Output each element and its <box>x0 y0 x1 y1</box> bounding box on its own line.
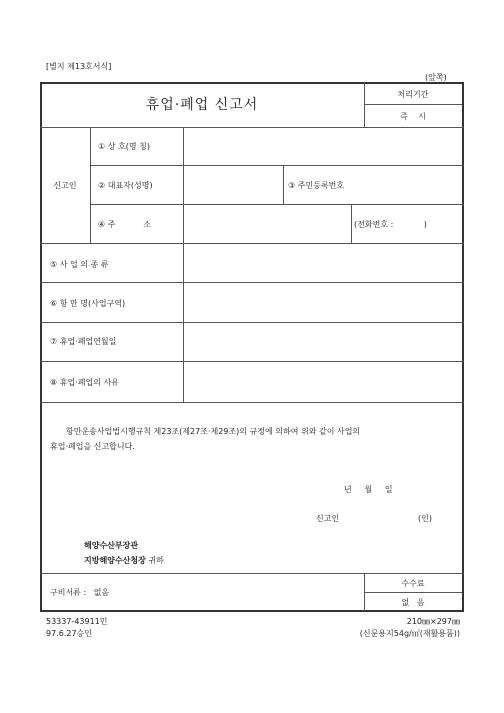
closure-reason-label: ⑧ 휴업·폐업의 사유 <box>50 378 119 387</box>
required-documents: 구비서류 : 없음 <box>50 588 110 597</box>
business-type-label: ⑤ 사 업 의 종 류 <box>50 260 109 269</box>
signer-label: 신고인 <box>316 514 340 523</box>
representative-label: ② 대표자(성명) <box>98 181 153 190</box>
address-field[interactable] <box>184 205 351 243</box>
approval-date: 97.6.27승인 <box>46 629 92 638</box>
closure-reason-field[interactable] <box>184 362 462 402</box>
recipient-suffix: 귀하 <box>148 556 164 565</box>
processing-period-value: 즉 시 <box>400 112 426 121</box>
processing-period-label: 처리기간 <box>397 90 429 99</box>
fee-value: 없 음 <box>401 598 425 607</box>
closure-date-field[interactable] <box>184 323 462 361</box>
seal-mark: (인) <box>418 514 432 523</box>
recipient-regional-office: 지방해양수산청장 귀하 <box>84 556 164 565</box>
closure-date-label: ⑦ 휴업·폐업연월일 <box>50 337 117 346</box>
business-name-label: ① 상 호(명 칭) <box>98 142 150 151</box>
representative-field[interactable] <box>184 166 283 204</box>
recipient-minister: 해양수산부장관 <box>84 541 139 550</box>
paper-size: 210㎜×297㎜ <box>406 617 460 626</box>
fee-label: 수수료 <box>401 579 425 588</box>
business-name-field[interactable] <box>184 128 462 165</box>
form-title: 휴업·폐업 신고서 <box>145 97 259 113</box>
resident-number-label: ③ 주민등록번호 <box>288 181 345 190</box>
address-label: ④ 주 소 <box>98 220 152 229</box>
port-name-field[interactable] <box>184 283 462 322</box>
business-type-field[interactable] <box>184 244 462 282</box>
port-name-label: ⑥ 항 만 명(사업구역) <box>50 299 126 308</box>
report-date: 년 월 일 <box>344 485 393 494</box>
form-code: 53337-43911민 <box>46 617 108 626</box>
statement-line-2: 휴업·폐업을 신고합니다. <box>50 442 135 451</box>
form-number: [별지 제13호서식] <box>46 62 112 71</box>
applicant-label: 신고인 <box>53 181 77 190</box>
paper-spec: (신문용지54g/㎡(재활용품)) <box>359 629 460 638</box>
statement-line-1: 항만운송사업법시행규칙 제23조(제27조·제29조)의 규정에 의하여 위와 같이 사업의 <box>66 427 361 436</box>
page-side-label: (앞쪽) <box>425 73 447 82</box>
phone-label: (전화번호 : ) <box>354 220 427 229</box>
